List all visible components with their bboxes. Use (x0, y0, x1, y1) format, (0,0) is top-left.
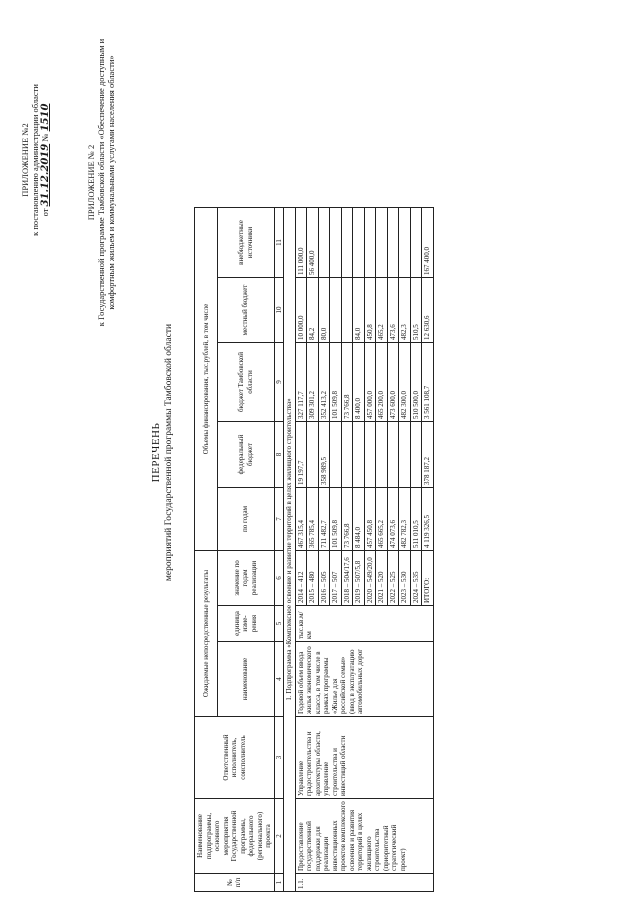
cell-regional: 73 766,8 (341, 343, 353, 422)
cell-extra (387, 208, 399, 278)
cell-regional: 473 600,0 (387, 343, 399, 422)
cell-federal (307, 422, 319, 488)
cell-value: 2020 – 549/20,0 (364, 551, 376, 606)
cell-federal: 358 989,5 (318, 422, 330, 488)
item-result-name: Годовой объем ввода жилья экономического класса, в том числе в рамках программы «Жилье для российской семьи» (ввод в эксплуатацию автомобильных дорог (295, 642, 433, 717)
item-name: Предоставление государственной поддержки для реализации инвестиционных проектов комплексного освоения и развития территорий в целях жилищного строительства (приоритетный стратегический проект) (295, 799, 433, 874)
cell-extra (376, 208, 388, 278)
cell-total: 4 119 326,5 (422, 488, 434, 551)
annex-top-block (20, 15, 51, 305)
cell-federal: 19 197,7 (295, 422, 307, 488)
cell-local: 473,6 (387, 278, 399, 343)
data-rows (295, 208, 433, 892)
cell-federal (353, 422, 365, 488)
cell-local: 84,2 (307, 278, 319, 343)
cell-local: 12 630,6 (422, 278, 434, 343)
cell-total: 73 766,8 (341, 488, 353, 551)
cell-local (341, 278, 353, 343)
col-number: 7 (274, 488, 284, 551)
col-number: 6 (274, 551, 284, 606)
cell-total: 465 665,2 (376, 488, 388, 551)
cell-regional: 510 500,0 (410, 343, 422, 422)
cell-federal (330, 422, 342, 488)
col-number: 2 (274, 799, 284, 874)
cell-regional: 465 200,0 (376, 343, 388, 422)
document-title: ПЕРЕЧЕНЬ (150, 422, 162, 483)
cell-value: 2022 – 525 (387, 551, 399, 606)
subprogram-row (284, 208, 296, 892)
cell-regional: 8 400,0 (353, 343, 365, 422)
col-number: 9 (274, 343, 284, 422)
cell-federal: 378 187,2 (422, 422, 434, 488)
regional-header: бюджет Тамбовской области (217, 343, 274, 422)
annex-program-block (86, 5, 116, 360)
cell-total: 511 010,5 (410, 488, 422, 551)
cell-extra (353, 208, 365, 278)
cell-regional: 327 117,7 (295, 343, 307, 422)
cell-regional: 3 561 108,7 (422, 343, 434, 422)
result-value-header: значение по годам реализации (217, 551, 274, 606)
cell-value: ИТОГО: (422, 551, 434, 606)
cell-extra: 167 400,0 (422, 208, 434, 278)
cell-extra: 111 000,0 (295, 208, 307, 278)
cell-total: 101 509,8 (330, 488, 342, 551)
number-prefix: № (40, 133, 50, 142)
cell-total: 467 315,4 (295, 488, 307, 551)
col-number: 3 (274, 717, 284, 799)
cell-local: 80,0 (318, 278, 330, 343)
cell-extra (364, 208, 376, 278)
cell-local: 465,2 (376, 278, 388, 343)
cell-value: 2015 – 480 (307, 551, 319, 606)
item-number: 1.1. (295, 874, 433, 892)
date-prefix: от (40, 208, 50, 217)
local-header: местный бюджет (217, 278, 274, 343)
federal-header: федеральный бюджет (217, 422, 274, 488)
col-number: 8 (274, 422, 284, 488)
cell-local: 450,8 (364, 278, 376, 343)
cell-extra (410, 208, 422, 278)
cell-regional: 482 300,0 (399, 343, 411, 422)
col-finance-header: Объемы финансирования, тыс.рублей, в том числе (195, 208, 218, 551)
cell-total: 457 450,8 (364, 488, 376, 551)
item-result-unit: тыс.кв.м/ км (295, 606, 433, 642)
cell-local: 510,5 (410, 278, 422, 343)
cell-extra: 56 400,0 (307, 208, 319, 278)
cell-total: 474 073,6 (387, 488, 399, 551)
cell-extra (330, 208, 342, 278)
annex-program-line1: ПРИЛОЖЕНИЕ № 2 (86, 144, 96, 221)
cell-federal (376, 422, 388, 488)
cell-federal (387, 422, 399, 488)
col-number: 10 (274, 278, 284, 343)
annex-top-line1: ПРИЛОЖЕНИЕ №2 (20, 123, 30, 197)
col-name-header: Наименование подпрограммы, основного мероприятия Государственной программы, федерального (регионального) проекта (195, 799, 275, 874)
cell-value: 2024 – 535 (410, 551, 422, 606)
cell-regional: 309 301,2 (307, 343, 319, 422)
header-row-1 (195, 208, 218, 892)
annex-top-date-line (40, 15, 51, 305)
col-num-header: № п/п (195, 874, 275, 892)
cell-regional: 101 509,8 (330, 343, 342, 422)
cell-regional: 457 000,0 (364, 343, 376, 422)
cell-value: 2016 – 505 (318, 551, 330, 606)
col-results-header: Ожидаемые непосредственные результаты (195, 551, 218, 717)
item-responsible: Управление градостроительства и архитектуры области, управление строительства и инвестиций области (295, 717, 433, 799)
cell-value: 2021 – 520 (376, 551, 388, 606)
handwritten-date: 31.12.2019 (40, 143, 51, 207)
annex-top-line2: к постановлению администрации области (30, 84, 40, 236)
subprogram-title: 1. Подпрограмма «Комплексное освоение и развитие территорий в целях жилищного строительства» (284, 208, 296, 892)
col-number: 4 (274, 642, 284, 717)
col-number: 11 (274, 208, 284, 278)
column-numbers-row (274, 208, 284, 892)
result-unit-header: единица изме-рения (217, 606, 274, 642)
extra-header: внебюджетные источники (217, 208, 274, 278)
annex-program-line3: комфортным жильем и коммунальными услугами населения области» (106, 55, 116, 310)
by-year-header: по годам (217, 488, 274, 551)
cell-federal (341, 422, 353, 488)
cell-extra (318, 208, 330, 278)
cell-value: 2014 – 412 (295, 551, 307, 606)
col-number: 5 (274, 606, 284, 642)
cell-value: 2018 – 504/17,6 (341, 551, 353, 606)
cell-extra (341, 208, 353, 278)
cell-extra (399, 208, 411, 278)
cell-federal (364, 422, 376, 488)
measures-table (194, 207, 434, 892)
cell-total: 711 482,7 (318, 488, 330, 551)
cell-local (330, 278, 342, 343)
result-name-header: наименование (217, 642, 274, 717)
annex-program-line2: к Государственной программе Тамбовской области «Обеспечение доступным и (96, 38, 106, 327)
cell-total: 482 782,3 (399, 488, 411, 551)
cell-total: 365 785,4 (307, 488, 319, 551)
col-number: 1 (274, 874, 284, 892)
table-row (295, 208, 307, 892)
handwritten-number: 1510 (40, 103, 51, 132)
cell-value: 2023 – 530 (399, 551, 411, 606)
cell-federal (410, 422, 422, 488)
col-responsible-header: Ответственный исполнитель, соисполнитель (195, 717, 275, 799)
cell-total: 8 484,0 (353, 488, 365, 551)
cell-regional: 352 413,2 (318, 343, 330, 422)
cell-value: 2019 – 507/5,8 (353, 551, 365, 606)
cell-local: 10 000,0 (295, 278, 307, 343)
cell-local: 482,3 (399, 278, 411, 343)
document-subtitle: мероприятий Государственной программы Тамбовской области (164, 323, 174, 582)
cell-value: 2017 – 507 (330, 551, 342, 606)
cell-local: 84,0 (353, 278, 365, 343)
cell-federal (399, 422, 411, 488)
